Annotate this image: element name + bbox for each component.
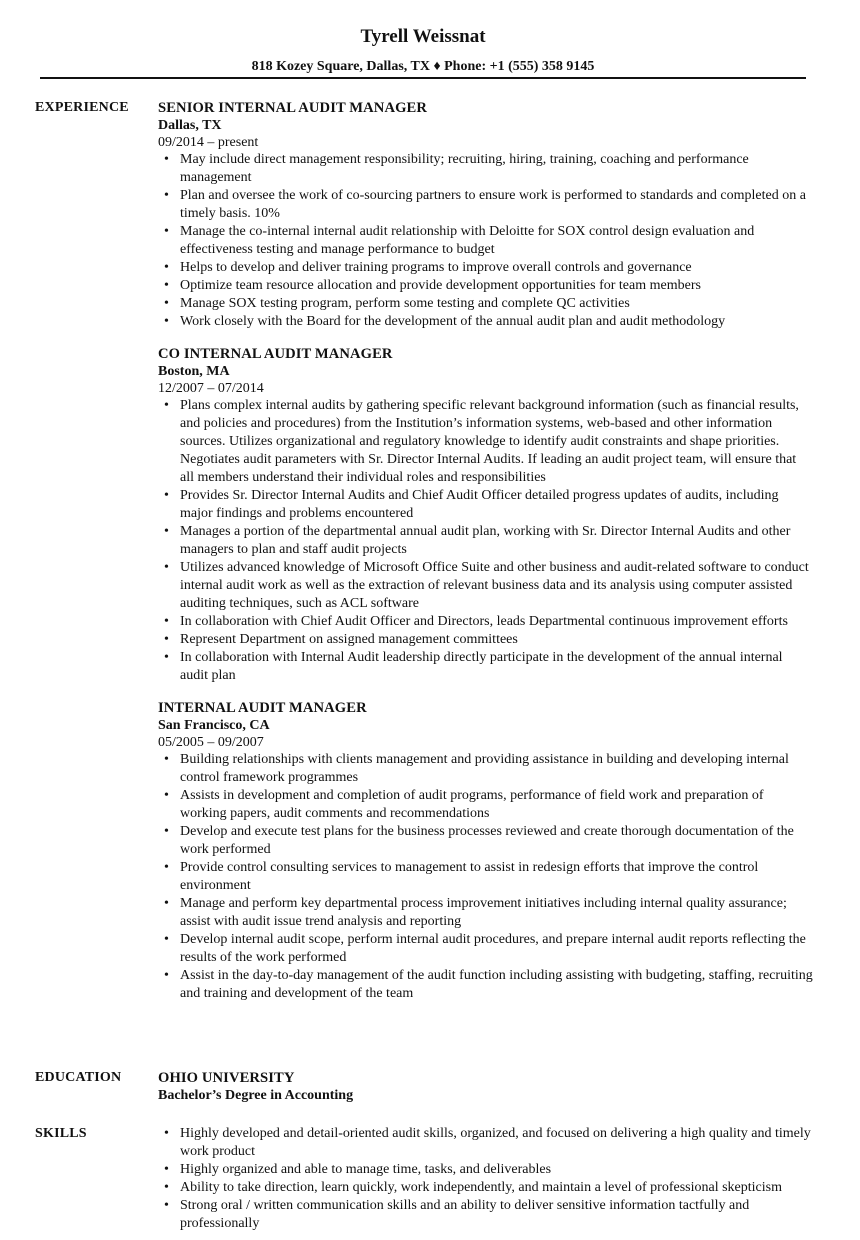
section-label-skills: SKILLS — [35, 1126, 87, 1141]
bullet-item: • Helps to develop and deliver training programs to improve overall controls and governance — [158, 259, 813, 277]
bullet-item: • Manage and perform key departmental process improvement initiatives including internal quality assurance; assist with audit issue trend analysis and reporting — [158, 895, 813, 931]
bullet-item: • In collaboration with Internal Audit leadership directly participate in the development of the annual internal audit plan — [158, 649, 813, 685]
skills-bullets — [158, 1125, 813, 1233]
section-label-education: EDUCATION — [35, 1070, 122, 1085]
skill-item: • Highly organized and able to manage time, tasks, and deliverables — [158, 1161, 813, 1179]
bullet-item: • Optimize team resource allocation and provide development opportunities for team members — [158, 277, 813, 295]
job-dates: 12/2007 – 07/2014 — [158, 381, 264, 396]
bullet-item: • Provide control consulting services to management to assist in redesign efforts that improve the control environment — [158, 859, 813, 895]
candidate-name: Tyrell Weissnat — [360, 26, 486, 47]
bullet-item: • Provides Sr. Director Internal Audits and Chief Audit Officer detailed progress updates of audits, including major findings and problems encountered — [158, 487, 813, 523]
experience-list — [158, 99, 813, 1017]
job-bullets — [158, 397, 813, 685]
bullet-item: • Represent Department on assigned management committees — [158, 631, 813, 649]
job-title: SENIOR INTERNAL AUDIT MANAGER — [158, 100, 428, 116]
bullet-item: • Manage the co-internal internal audit relationship with Deloitte for SOX control design evaluation and effectiveness testing and manage performance to budget — [158, 223, 813, 259]
job-location: Boston, MA — [158, 364, 230, 379]
job-dates: 05/2005 – 09/2007 — [158, 735, 264, 750]
job-location: Dallas, TX — [158, 118, 222, 133]
education-degree: Bachelor’s Degree in Accounting — [158, 1088, 354, 1103]
job-entry — [158, 99, 813, 331]
education-school: OHIO UNIVERSITY — [158, 1070, 295, 1086]
bullet-item: • In collaboration with Chief Audit Officer and Directors, leads Departmental continuous improvement efforts — [158, 613, 813, 631]
contact-line: 818 Kozey Square, Dallas, TX ♦ Phone: +1 (555) 358 9145 — [251, 59, 595, 74]
bullet-item: • Building relationships with clients management and providing assistance in building and developing internal control framework programmes — [158, 751, 813, 787]
bullet-item: • Develop internal audit scope, perform internal audit procedures, and prepare internal audit reports reflecting the results of the work performed — [158, 931, 813, 967]
education-entry — [158, 1069, 813, 1104]
skills-list — [158, 1125, 813, 1233]
bullet-item: • Manages a portion of the departmental annual audit plan, working with Sr. Director Internal Audits and other managers to plan and staff audit projects — [158, 523, 813, 559]
job-dates: 09/2014 – present — [158, 135, 259, 150]
bullet-item: • Assist in the day-to-day management of the audit function including assisting with budgeting, staffing, recruiting and training and development of the team — [158, 967, 813, 1003]
skill-item: • Highly developed and detail-oriented audit skills, organized, and focused on delivering a high quality and timely work product — [158, 1125, 813, 1161]
skill-item: • Ability to take direction, learn quickly, work independently, and maintain a level of professional skepticism — [158, 1179, 813, 1197]
bullet-item: • Plans complex internal audits by gathering specific relevant background information (such as financial results, and policies and procedures) from the Institution’s information systems, web-based and other information sources. Utilizes organizational and regulatory knowledge to identify audit constraints and shape priorities. Negotiates audit parameters with Sr. Director Internal Audits. If leading an audit project team, will ensure that all members understand their individual roles and responsibilities — [158, 397, 813, 487]
bullet-item: • Assists in development and completion of audit programs, performance of field work and preparation of working papers, audit comments and recommendations — [158, 787, 813, 823]
bullet-item: • Work closely with the Board for the development of the annual audit plan and audit methodology — [158, 313, 813, 331]
section-label-experience: EXPERIENCE — [35, 100, 129, 115]
job-bullets — [158, 751, 813, 1003]
bullet-item: • Utilizes advanced knowledge of Microsoft Office Suite and other business and audit-related software to conduct internal audit work as well as the extraction of relevant business data and its analysis using computer assisted auditing techniques, such as ACL software — [158, 559, 813, 613]
bullet-item: • Develop and execute test plans for the business processes reviewed and create thorough documentation of the work performed — [158, 823, 813, 859]
job-location: San Francisco, CA — [158, 718, 270, 733]
skill-item: • Strong oral / written communication skills and an ability to deliver sensitive information tactfully and professionally — [158, 1197, 813, 1233]
job-title: CO INTERNAL AUDIT MANAGER — [158, 346, 393, 362]
bullet-item: • Manage SOX testing program, perform some testing and complete QC activities — [158, 295, 813, 313]
job-title: INTERNAL AUDIT MANAGER — [158, 700, 367, 716]
bullet-item: • Plan and oversee the work of co-sourcing partners to ensure work is performed to standards and completed on a timely basis. 10% — [158, 187, 813, 223]
job-bullets — [158, 151, 813, 331]
job-entry — [158, 699, 813, 1003]
job-entry — [158, 345, 813, 685]
header-divider — [40, 77, 806, 79]
bullet-item: • May include direct management responsibility; recruiting, hiring, training, coaching and performance management — [158, 151, 813, 187]
